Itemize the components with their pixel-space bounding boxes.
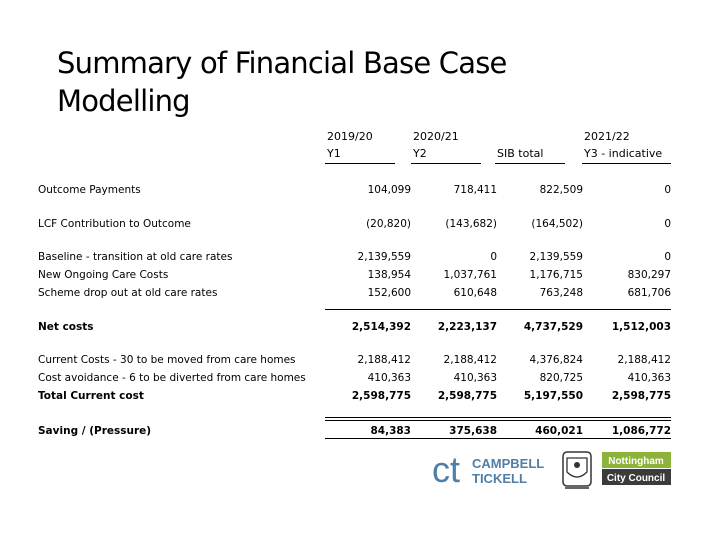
row-label: New Ongoing Care Costs bbox=[38, 269, 169, 281]
table-cell: 410,363 bbox=[367, 372, 411, 384]
header-underline bbox=[325, 163, 395, 164]
table-cell: 410,363 bbox=[627, 372, 671, 384]
header-underline bbox=[495, 163, 565, 164]
row-label: Net costs bbox=[38, 321, 94, 333]
table-cell: 375,638 bbox=[449, 425, 497, 437]
table-cell: 2,514,392 bbox=[351, 321, 411, 333]
row-label: Scheme drop out at old care rates bbox=[38, 287, 218, 299]
table-cell: 0 bbox=[664, 218, 671, 230]
column-header-label: SIB total bbox=[497, 147, 544, 160]
row-label: LCF Contribution to Outcome bbox=[38, 218, 191, 230]
table-cell: 5,197,550 bbox=[523, 390, 583, 402]
column-header-label: Y3 - indicative bbox=[584, 147, 663, 160]
table-cell: 4,737,529 bbox=[523, 321, 583, 333]
logos-graphic bbox=[430, 448, 675, 492]
table-cell: 610,648 bbox=[453, 287, 497, 299]
table-cell: 820,725 bbox=[539, 372, 583, 384]
table-cell: 2,598,775 bbox=[611, 390, 671, 402]
column-header-year: 2020/21 bbox=[413, 130, 459, 143]
table-cell: 4,376,824 bbox=[529, 354, 583, 366]
table-cell: 2,139,559 bbox=[357, 251, 411, 263]
table-cell: 410,363 bbox=[453, 372, 497, 384]
crest-icon bbox=[563, 452, 591, 488]
row-label: Total Current cost bbox=[38, 390, 144, 402]
table-cell: 138,954 bbox=[367, 269, 411, 281]
tickell-text: TICKELL bbox=[472, 471, 527, 486]
table-cell: 681,706 bbox=[627, 287, 671, 299]
row-label: Saving / (Pressure) bbox=[38, 425, 152, 437]
table-cell: 718,411 bbox=[453, 184, 497, 196]
table-cell: (143,682) bbox=[445, 218, 497, 230]
header-underline bbox=[411, 163, 481, 164]
row-label: Current Costs - 30 to be moved from care homes bbox=[38, 354, 296, 366]
table-cell: 1,176,715 bbox=[529, 269, 583, 281]
table-cell: 1,037,761 bbox=[443, 269, 497, 281]
column-header-year: 2021/22 bbox=[584, 130, 630, 143]
table-cell: 2,598,775 bbox=[351, 390, 411, 402]
table-cell: 460,021 bbox=[535, 425, 583, 437]
table-cell: 2,223,137 bbox=[437, 321, 497, 333]
table-cell: 104,099 bbox=[367, 184, 411, 196]
final-underline bbox=[325, 438, 671, 439]
column-header-label: Y2 bbox=[413, 147, 427, 160]
table-cell: (20,820) bbox=[366, 218, 411, 230]
table-cell: 0 bbox=[664, 184, 671, 196]
header-underline bbox=[582, 163, 671, 164]
table-cell: 84,383 bbox=[370, 425, 411, 437]
total-line bbox=[325, 417, 671, 418]
table-cell: (164,502) bbox=[531, 218, 583, 230]
table-cell: 0 bbox=[490, 251, 497, 263]
campbell-tickell-mark: ct bbox=[432, 449, 461, 490]
table-cell: 763,248 bbox=[539, 287, 583, 299]
column-header-year: 2019/20 bbox=[327, 130, 373, 143]
table-cell: 1,086,772 bbox=[611, 425, 671, 437]
council-name-line2: City Council bbox=[606, 473, 666, 484]
page-title: Summary of Financial Base Case Modelling bbox=[57, 46, 507, 118]
row-label: Baseline - transition at old care rates bbox=[38, 251, 233, 263]
total-line bbox=[325, 420, 671, 421]
table-cell: 2,598,775 bbox=[437, 390, 497, 402]
row-label: Outcome Payments bbox=[38, 184, 141, 196]
footer-logos bbox=[430, 448, 675, 492]
column-header-label: Y1 bbox=[327, 147, 341, 160]
table-cell: 2,188,412 bbox=[357, 354, 411, 366]
column-header-y2 bbox=[413, 128, 459, 162]
table-cell: 1,512,003 bbox=[611, 321, 671, 333]
column-header-sib-total bbox=[497, 128, 543, 162]
table-cell: 2,188,412 bbox=[443, 354, 497, 366]
subtotal-line bbox=[325, 309, 671, 310]
table-cell: 0 bbox=[664, 251, 671, 263]
column-header-y1 bbox=[327, 128, 373, 162]
row-label: Cost avoidance - 6 to be diverted from care homes bbox=[38, 372, 306, 384]
council-name-line1: Nottingham bbox=[608, 456, 664, 467]
column-header-y3 bbox=[584, 128, 662, 162]
table-cell: 822,509 bbox=[539, 184, 583, 196]
table-cell: 830,297 bbox=[627, 269, 671, 281]
column-header-year bbox=[497, 128, 543, 145]
table-cell: 2,139,559 bbox=[529, 251, 583, 263]
campbell-text: CAMPBELL bbox=[472, 456, 545, 471]
table-cell: 152,600 bbox=[367, 287, 411, 299]
table-cell: 2,188,412 bbox=[617, 354, 671, 366]
